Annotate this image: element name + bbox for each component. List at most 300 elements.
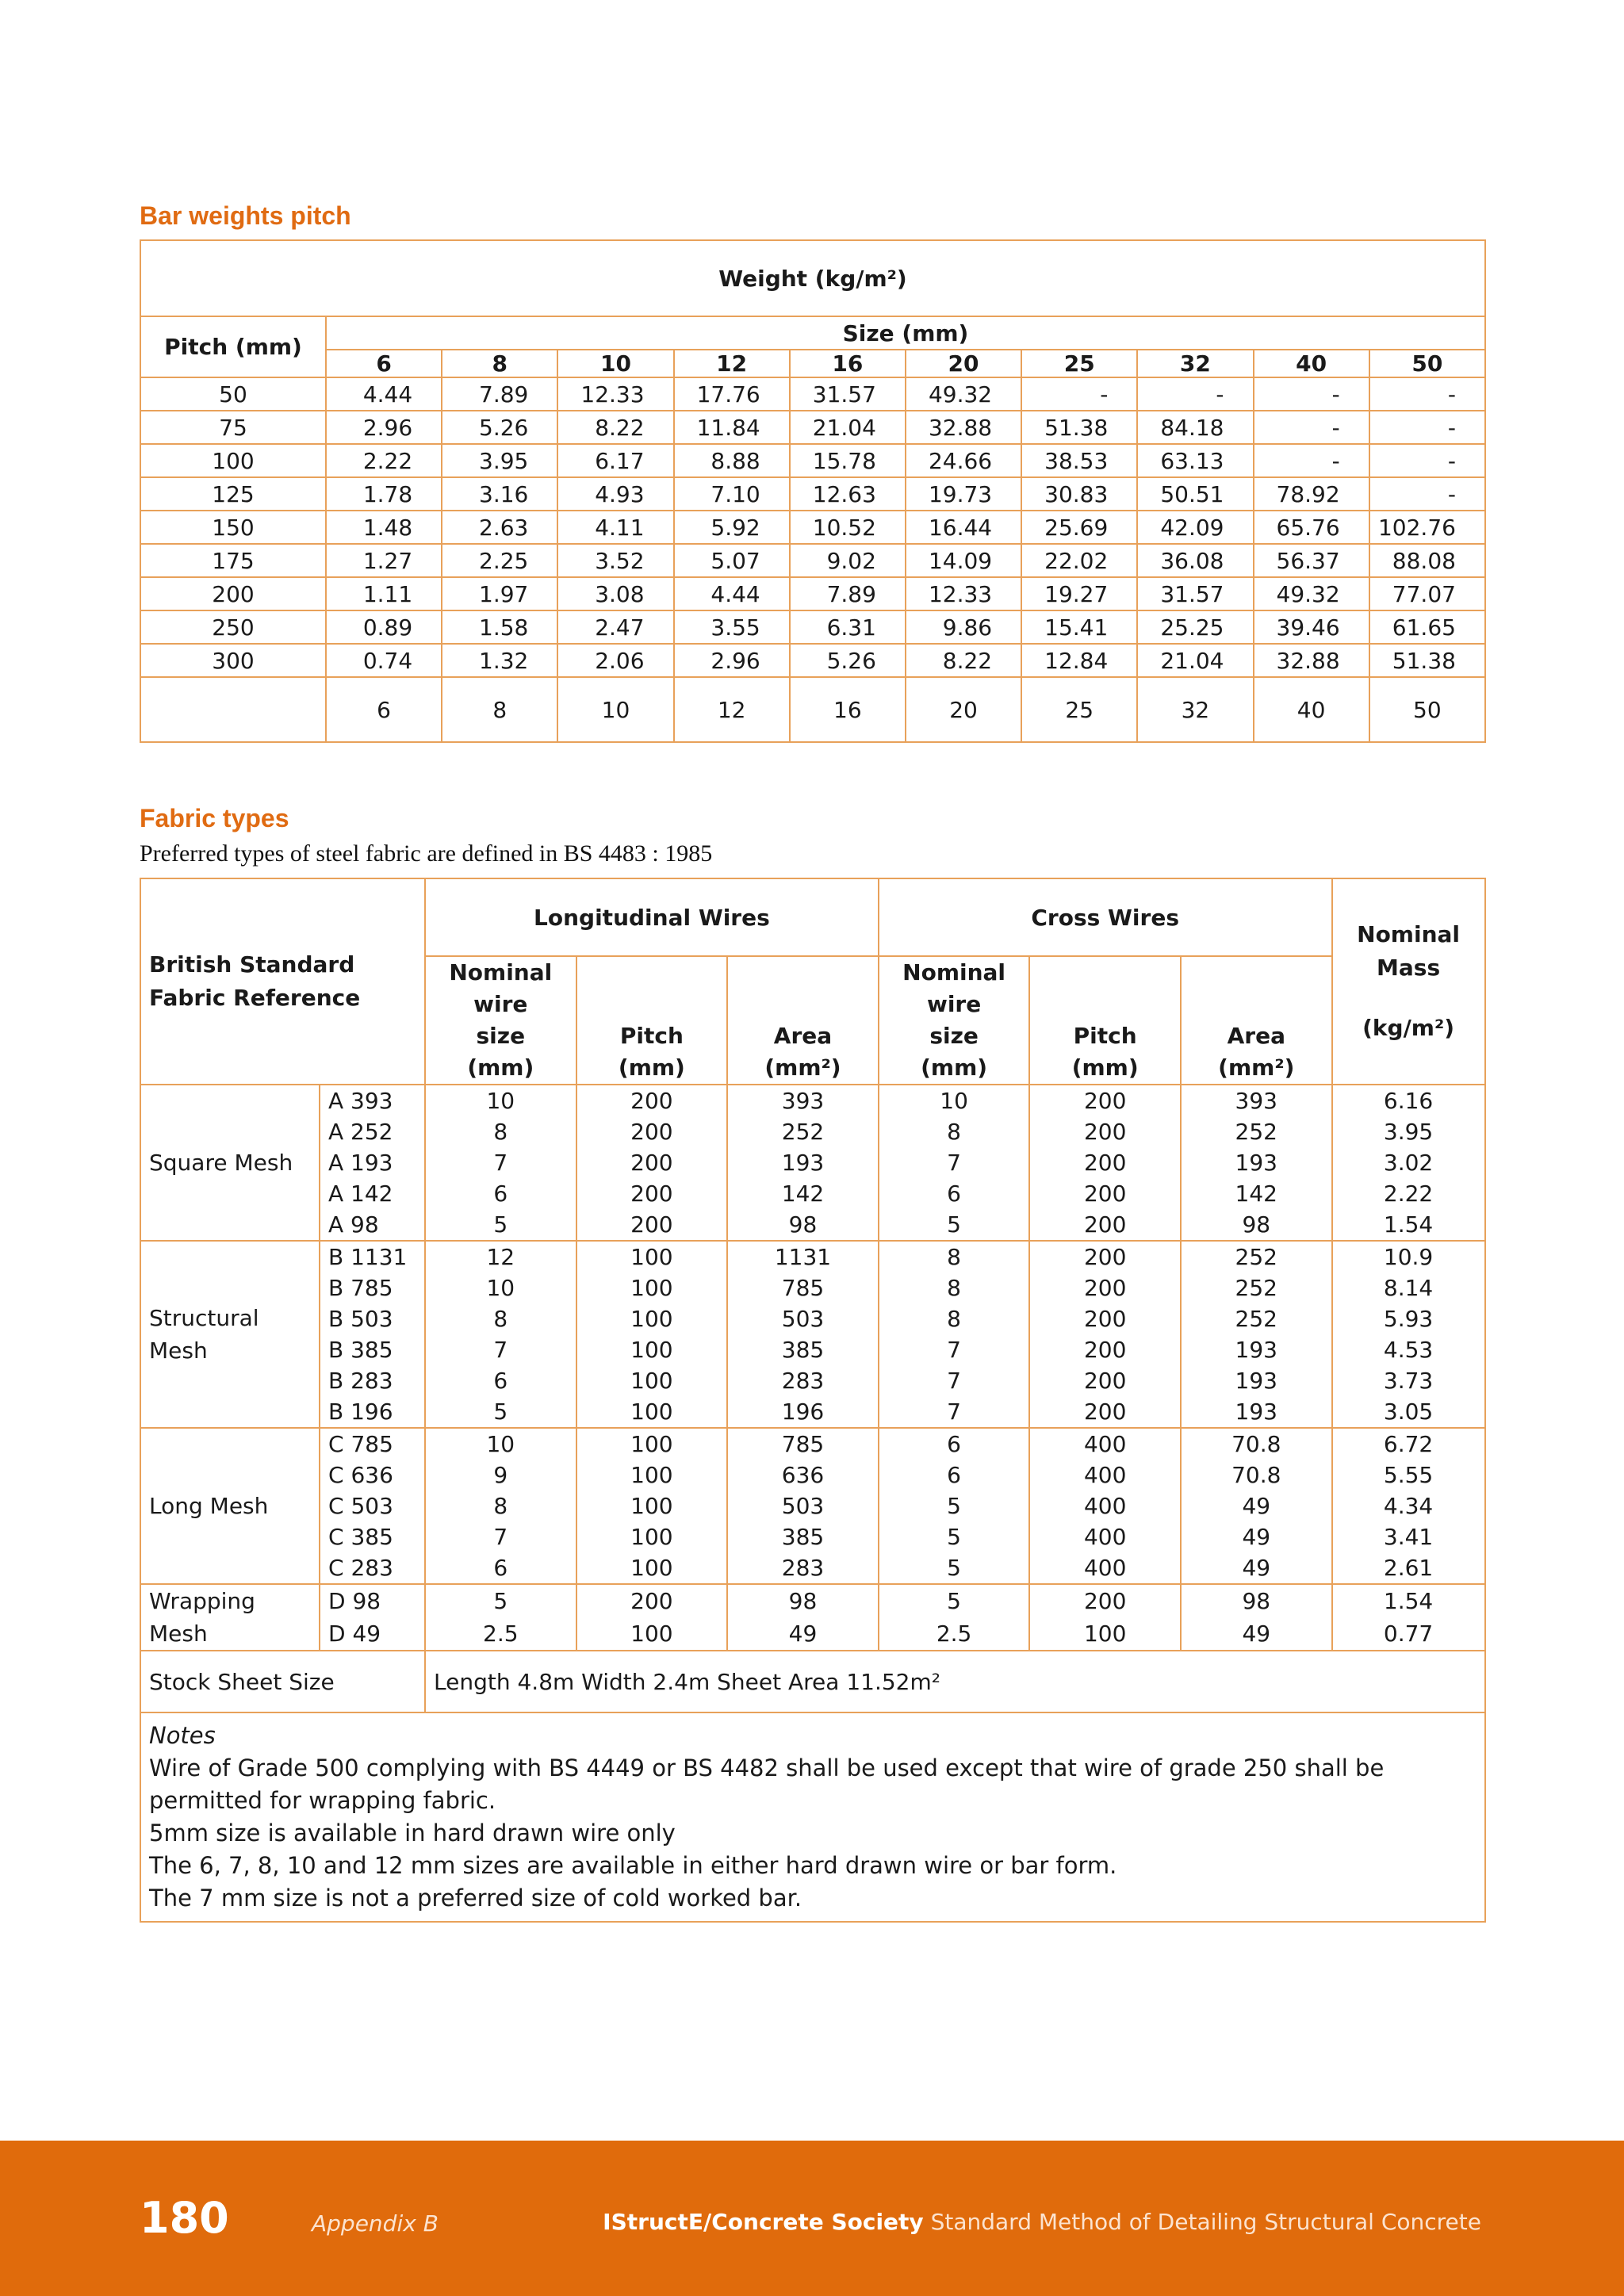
pitch-cell: 175 [140, 544, 326, 577]
table-row [140, 1178, 1485, 1209]
fabric-value-cell: 7 [425, 1147, 576, 1178]
weight-cell: 4.44 [326, 377, 442, 411]
fabric-value-cell: 1.54 [1332, 1584, 1485, 1617]
subheader-unit: (mm) [921, 1054, 988, 1081]
fabric-value-cell: 100 [576, 1365, 728, 1396]
fabric-ref-cell: B 503 [320, 1303, 425, 1334]
weight-cell: 5.26 [442, 411, 557, 444]
weight-cell: 49.32 [906, 377, 1021, 411]
weight-cell: 2.22 [326, 444, 442, 477]
fabric-ref-cell: B 283 [320, 1365, 425, 1396]
fabric-value-cell: 100 [576, 1272, 728, 1303]
fabric-value-cell: 636 [727, 1460, 879, 1490]
subheader-label: Pitch [1073, 1023, 1137, 1049]
fabric-ref-cell: B 385 [320, 1334, 425, 1365]
pitch-cell: 150 [140, 511, 326, 544]
fabric-value-cell: 7 [879, 1334, 1030, 1365]
weight-cell: 19.27 [1021, 577, 1137, 610]
pitch-cell: 50 [140, 377, 326, 411]
table-row [140, 577, 1485, 610]
fabric-value-cell: 200 [1029, 1272, 1181, 1303]
weight-cell: 21.04 [790, 411, 906, 444]
fabric-value-cell: 5 [879, 1521, 1030, 1552]
fabric-ref-cell: C 503 [320, 1490, 425, 1521]
fabric-value-cell: 5 [425, 1209, 576, 1241]
fabric-value-cell: 8.14 [1332, 1272, 1485, 1303]
weight-cell: 31.57 [790, 377, 906, 411]
weight-cell: 8.22 [557, 411, 673, 444]
fabric-value-cell: 8 [879, 1116, 1030, 1147]
fabric-value-cell: 7 [879, 1147, 1030, 1178]
fabric-value-cell: 200 [576, 1209, 728, 1241]
size-col-header: 6 [326, 350, 442, 377]
fabric-ref-cell: A 393 [320, 1085, 425, 1116]
weight-cell: 7.89 [790, 577, 906, 610]
fabric-value-cell: 5.55 [1332, 1460, 1485, 1490]
weight-cell: 12.33 [557, 377, 673, 411]
fabric-value-cell: 1.54 [1332, 1209, 1485, 1241]
fabric-ref-cell: B 196 [320, 1396, 425, 1428]
fabric-value-cell: 193 [1181, 1396, 1332, 1428]
fabric-value-cell: 252 [1181, 1116, 1332, 1147]
weight-cell: 4.93 [557, 477, 673, 511]
subheader-unit: (mm) [1071, 1054, 1139, 1081]
weight-cell: 1.78 [326, 477, 442, 511]
fabric-value-cell: 70.8 [1181, 1428, 1332, 1460]
fabric-value-cell: 400 [1029, 1552, 1181, 1584]
fabric-ref-cell: B 785 [320, 1272, 425, 1303]
fabric-value-cell: 6 [425, 1178, 576, 1209]
weight-cell: 21.04 [1137, 644, 1253, 677]
fabric-value-cell: 4.34 [1332, 1490, 1485, 1521]
fabric-value-cell: 200 [1029, 1085, 1181, 1116]
fabric-value-cell: 6.72 [1332, 1428, 1485, 1460]
weight-cell: 25.25 [1137, 610, 1253, 644]
subheader-label: Nominal wire size [449, 959, 553, 1049]
weight-cell: 32.88 [906, 411, 1021, 444]
nominal-mass-unit: (kg/m²) [1362, 1015, 1455, 1041]
fabric-value-cell: 3.05 [1332, 1396, 1485, 1428]
size-footer-cell: 8 [442, 677, 557, 742]
fabric-value-cell: 10 [425, 1428, 576, 1460]
fabric-value-cell: 193 [1181, 1365, 1332, 1396]
fabric-value-cell: 2.5 [425, 1617, 576, 1651]
fabric-value-cell: 100 [576, 1303, 728, 1334]
weight-cell: - [1369, 377, 1485, 411]
subheader-unit: (mm) [467, 1054, 534, 1081]
subheader-size [879, 956, 1030, 1085]
pitch-header: Pitch (mm) [140, 316, 326, 377]
table-row [140, 1241, 1485, 1272]
fabric-ref-cell: A 193 [320, 1147, 425, 1178]
fabric-value-cell: 1131 [727, 1241, 879, 1272]
weight-cell: 1.48 [326, 511, 442, 544]
subheader-pitch [576, 956, 728, 1085]
note-item: The 7 mm size is not a preferred size of cold worked bar. [149, 1885, 802, 1911]
weight-cell: 50.51 [1137, 477, 1253, 511]
weight-cell: 2.25 [442, 544, 557, 577]
mesh-group-label: Long Mesh [140, 1428, 320, 1584]
weight-cell: 9.86 [906, 610, 1021, 644]
fabric-value-cell: 200 [1029, 1365, 1181, 1396]
fabric-value-cell: 100 [576, 1521, 728, 1552]
fabric-value-cell: 142 [1181, 1178, 1332, 1209]
fabric-value-cell: 8 [425, 1303, 576, 1334]
fabric-value-cell: 200 [576, 1584, 728, 1617]
size-header: Size (mm) [326, 316, 1485, 350]
fabric-value-cell: 10 [879, 1085, 1030, 1116]
cross-wires-header: Cross Wires [879, 878, 1332, 956]
fabric-value-cell: 6 [879, 1460, 1030, 1490]
pitch-cell: 125 [140, 477, 326, 511]
weight-cell: 1.97 [442, 577, 557, 610]
weight-cell: 1.11 [326, 577, 442, 610]
weight-cell: 7.10 [674, 477, 790, 511]
size-footer-cell: 6 [326, 677, 442, 742]
fabric-value-cell: 6 [879, 1178, 1030, 1209]
weight-cell: - [1369, 477, 1485, 511]
nominal-mass-label: Nominal Mass [1357, 921, 1461, 981]
fabric-ref-cell: D 49 [320, 1617, 425, 1651]
fabric-value-cell: 4.53 [1332, 1334, 1485, 1365]
fabric-value-cell: 193 [1181, 1334, 1332, 1365]
fabric-value-cell: 200 [1029, 1209, 1181, 1241]
subheader-unit: (mm²) [764, 1054, 841, 1081]
subheader-label: Pitch [619, 1023, 684, 1049]
fabric-value-cell: 5 [879, 1552, 1030, 1584]
weight-cell: - [1137, 377, 1253, 411]
fabric-value-cell: 200 [1029, 1116, 1181, 1147]
pitch-cell: 75 [140, 411, 326, 444]
weight-cell: 2.06 [557, 644, 673, 677]
fabric-value-cell: 6 [879, 1428, 1030, 1460]
table-row [140, 1334, 1485, 1365]
page-footer [0, 2141, 1624, 2296]
weight-cell: 3.95 [442, 444, 557, 477]
fabric-ref-cell: A 252 [320, 1116, 425, 1147]
fabric-value-cell: 70.8 [1181, 1460, 1332, 1490]
weight-cell: - [1369, 411, 1485, 444]
weight-cell: 5.07 [674, 544, 790, 577]
size-footer-cell: 40 [1254, 677, 1369, 742]
weight-cell: - [1254, 444, 1369, 477]
page-number: 180 [140, 2193, 229, 2243]
table-row [140, 1521, 1485, 1552]
weight-cell: 77.07 [1369, 577, 1485, 610]
footer-publisher: IStructE/Concrete Society [603, 2209, 924, 2235]
fabric-value-cell: 283 [727, 1365, 879, 1396]
table-row [140, 1552, 1485, 1584]
fabric-value-cell: 8 [879, 1303, 1030, 1334]
fabric-value-cell: 400 [1029, 1428, 1181, 1460]
weight-cell: 1.32 [442, 644, 557, 677]
weight-cell: 3.55 [674, 610, 790, 644]
weight-cell: 4.11 [557, 511, 673, 544]
weight-cell: 2.96 [674, 644, 790, 677]
weight-cell: 65.76 [1254, 511, 1369, 544]
fabric-value-cell: 142 [727, 1178, 879, 1209]
weight-cell: 88.08 [1369, 544, 1485, 577]
weight-cell: 14.09 [906, 544, 1021, 577]
fabric-value-cell: 393 [1181, 1085, 1332, 1116]
pitch-cell: 250 [140, 610, 326, 644]
fabric-value-cell: 8 [425, 1116, 576, 1147]
fabric-value-cell: 10 [425, 1272, 576, 1303]
table-row [140, 1490, 1485, 1521]
weight-cell: 9.02 [790, 544, 906, 577]
fabric-value-cell: 2.22 [1332, 1178, 1485, 1209]
fabric-value-cell: 49 [727, 1617, 879, 1651]
weight-cell: 63.13 [1137, 444, 1253, 477]
size-col-header: 25 [1021, 350, 1137, 377]
note-item: Wire of Grade 500 complying with BS 4449 or BS 4482 shall be used except that wire of grade 250 shall be permitted for wrapping fabric. [149, 1755, 1385, 1814]
fabric-value-cell: 5.93 [1332, 1303, 1485, 1334]
fabric-types-title: Fabric types [140, 804, 289, 832]
note-item: The 6, 7, 8, 10 and 12 mm sizes are available in either hard drawn wire or bar form. [149, 1852, 1117, 1879]
fabric-value-cell: 200 [1029, 1396, 1181, 1428]
table-row [140, 610, 1485, 644]
size-col-header: 12 [674, 350, 790, 377]
fabric-value-cell: 100 [576, 1334, 728, 1365]
weight-cell: 2.63 [442, 511, 557, 544]
pitch-cell: 100 [140, 444, 326, 477]
fabric-value-cell: 7 [425, 1334, 576, 1365]
stock-sheet-value: Length 4.8m Width 2.4m Sheet Area 11.52m² [425, 1651, 1485, 1712]
fabric-value-cell: 8 [879, 1272, 1030, 1303]
fabric-value-cell: 503 [727, 1303, 879, 1334]
table-row [140, 544, 1485, 577]
pitch-cell: 300 [140, 644, 326, 677]
fabric-value-cell: 6 [425, 1365, 576, 1396]
fabric-value-cell: 6.16 [1332, 1085, 1485, 1116]
size-footer-cell: 32 [1137, 677, 1253, 742]
size-col-header: 50 [1369, 350, 1485, 377]
fabric-ref-cell: C 636 [320, 1460, 425, 1490]
mesh-group-label: Structural Mesh [140, 1241, 320, 1428]
weight-cell: 16.44 [906, 511, 1021, 544]
fabric-value-cell: 5 [425, 1584, 576, 1617]
weight-cell: - [1369, 444, 1485, 477]
subheader-unit: (mm) [618, 1054, 685, 1081]
size-footer-cell: 50 [1369, 677, 1485, 742]
fabric-value-cell: 100 [576, 1241, 728, 1272]
fabric-value-cell: 100 [576, 1428, 728, 1460]
fabric-value-cell: 0.77 [1332, 1617, 1485, 1651]
weight-cell: 12.33 [906, 577, 1021, 610]
weight-cell: 0.74 [326, 644, 442, 677]
weight-cell: 102.76 [1369, 511, 1485, 544]
subheader-area [1181, 956, 1332, 1085]
size-footer-cell: 12 [674, 677, 790, 742]
weight-cell: 19.73 [906, 477, 1021, 511]
table-row [140, 1303, 1485, 1334]
footer-book-title: Standard Method of Detailing Structural Concrete [930, 2209, 1481, 2235]
fabric-value-cell: 7 [879, 1365, 1030, 1396]
fabric-value-cell: 200 [1029, 1241, 1181, 1272]
fabric-value-cell: 200 [576, 1085, 728, 1116]
fabric-value-cell: 10.9 [1332, 1241, 1485, 1272]
table-row [140, 1272, 1485, 1303]
nominal-mass-header [1332, 878, 1485, 1085]
weight-cell: 4.44 [674, 577, 790, 610]
weight-cell: 32.88 [1254, 644, 1369, 677]
fabric-value-cell: 193 [1181, 1147, 1332, 1178]
fabric-value-cell: 393 [727, 1085, 879, 1116]
table-row [140, 1147, 1485, 1178]
subheader-area [727, 956, 879, 1085]
longitudinal-wires-header: Longitudinal Wires [425, 878, 879, 956]
weight-cell: 11.84 [674, 411, 790, 444]
table-row [140, 1085, 1485, 1116]
fabric-value-cell: 200 [576, 1147, 728, 1178]
weight-cell: 5.92 [674, 511, 790, 544]
table-row [140, 1365, 1485, 1396]
weight-cell: 84.18 [1137, 411, 1253, 444]
notes-title: Notes [149, 1722, 216, 1749]
weight-cell: 56.37 [1254, 544, 1369, 577]
size-col-header: 10 [557, 350, 673, 377]
table-row [140, 644, 1485, 677]
fabric-ref-cell: C 385 [320, 1521, 425, 1552]
weight-cell: 8.88 [674, 444, 790, 477]
bar-weights-title: Bar weights pitch [140, 201, 351, 230]
pitch-cell: 200 [140, 577, 326, 610]
fabric-value-cell: 400 [1029, 1490, 1181, 1521]
size-footer-cell: 20 [906, 677, 1021, 742]
fabric-value-cell: 503 [727, 1490, 879, 1521]
weight-cell: 36.08 [1137, 544, 1253, 577]
fabric-ref-cell: A 142 [320, 1178, 425, 1209]
weight-cell: 1.58 [442, 610, 557, 644]
fabric-value-cell: 7 [425, 1521, 576, 1552]
fabric-value-cell: 9 [425, 1460, 576, 1490]
fabric-value-cell: 5 [879, 1490, 1030, 1521]
weight-cell: 12.63 [790, 477, 906, 511]
size-footer-cell: 10 [557, 677, 673, 742]
fabric-value-cell: 400 [1029, 1460, 1181, 1490]
weight-cell: 7.89 [442, 377, 557, 411]
size-footer-cell: 25 [1021, 677, 1137, 742]
fabric-value-cell: 5 [879, 1209, 1030, 1241]
weight-cell: 31.57 [1137, 577, 1253, 610]
fabric-value-cell: 49 [1181, 1521, 1332, 1552]
table-row [140, 1617, 1485, 1651]
weight-cell: 42.09 [1137, 511, 1253, 544]
footer-blank-cell [140, 677, 326, 742]
table-row [140, 377, 1485, 411]
fabric-value-cell: 100 [576, 1617, 728, 1651]
weight-cell: 12.84 [1021, 644, 1137, 677]
fabric-value-cell: 49 [1181, 1552, 1332, 1584]
subheader-label: Area [773, 1023, 833, 1049]
weight-cell: 24.66 [906, 444, 1021, 477]
weight-cell: 10.52 [790, 511, 906, 544]
fabric-value-cell: 196 [727, 1396, 879, 1428]
fabric-value-cell: 385 [727, 1334, 879, 1365]
weight-cell: - [1254, 411, 1369, 444]
fabric-value-cell: 100 [1029, 1617, 1181, 1651]
weight-cell: 3.16 [442, 477, 557, 511]
size-col-header: 40 [1254, 350, 1369, 377]
fabric-value-cell: 8 [879, 1241, 1030, 1272]
fabric-value-cell: 49 [1181, 1490, 1332, 1521]
weight-cell: 8.22 [906, 644, 1021, 677]
fabric-value-cell: 2.61 [1332, 1552, 1485, 1584]
fabric-value-cell: 200 [576, 1116, 728, 1147]
table-row [140, 1584, 1485, 1617]
fabric-value-cell: 200 [1029, 1334, 1181, 1365]
weight-cell: 51.38 [1369, 644, 1485, 677]
fabric-value-cell: 6 [425, 1552, 576, 1584]
table-row [140, 444, 1485, 477]
table-row [140, 1209, 1485, 1241]
weight-cell: - [1254, 377, 1369, 411]
fabric-value-cell: 252 [1181, 1303, 1332, 1334]
note-item: 5mm size is available in hard drawn wire only [149, 1820, 676, 1846]
size-col-header: 32 [1137, 350, 1253, 377]
fabric-value-cell: 785 [727, 1272, 879, 1303]
fabric-value-cell: 98 [1181, 1584, 1332, 1617]
table-row [140, 511, 1485, 544]
weight-cell: 3.52 [557, 544, 673, 577]
size-col-header: 16 [790, 350, 906, 377]
fabric-value-cell: 98 [1181, 1209, 1332, 1241]
table-row [140, 1116, 1485, 1147]
footer-section: Appendix B [312, 2210, 439, 2237]
fabric-value-cell: 100 [576, 1490, 728, 1521]
weight-cell: 15.41 [1021, 610, 1137, 644]
weight-cell: 6.17 [557, 444, 673, 477]
table-row [140, 1396, 1485, 1428]
weight-cell: 5.26 [790, 644, 906, 677]
fabric-value-cell: 200 [1029, 1303, 1181, 1334]
fabric-value-cell: 5 [879, 1584, 1030, 1617]
weight-cell: 22.02 [1021, 544, 1137, 577]
weight-cell: 0.89 [326, 610, 442, 644]
fabric-intro: Preferred types of steel fabric are defined in BS 4483 : 1985 [140, 840, 713, 867]
fabric-value-cell: 252 [1181, 1272, 1332, 1303]
fabric-ref-cell: D 98 [320, 1584, 425, 1617]
fabric-ref-header: British Standard Fabric Reference [140, 878, 425, 1085]
fabric-value-cell: 200 [1029, 1584, 1181, 1617]
weight-cell: 49.32 [1254, 577, 1369, 610]
fabric-value-cell: 200 [1029, 1147, 1181, 1178]
fabric-value-cell: 49 [1181, 1617, 1332, 1651]
fabric-ref-cell: C 283 [320, 1552, 425, 1584]
fabric-value-cell: 98 [727, 1584, 879, 1617]
fabric-ref-cell: A 98 [320, 1209, 425, 1241]
fabric-value-cell: 193 [727, 1147, 879, 1178]
fabric-value-cell: 3.02 [1332, 1147, 1485, 1178]
fabric-value-cell: 283 [727, 1552, 879, 1584]
fabric-value-cell: 2.5 [879, 1617, 1030, 1651]
size-footer-cell: 16 [790, 677, 906, 742]
subheader-size [425, 956, 576, 1085]
table-row [140, 1428, 1485, 1460]
weight-cell: 61.65 [1369, 610, 1485, 644]
weight-cell: 2.47 [557, 610, 673, 644]
fabric-value-cell: 385 [727, 1521, 879, 1552]
weight-cell: 38.53 [1021, 444, 1137, 477]
bar-weights-table [140, 239, 1486, 743]
table-row [140, 411, 1485, 444]
fabric-value-cell: 100 [576, 1552, 728, 1584]
weight-cell: 1.27 [326, 544, 442, 577]
subheader-pitch [1029, 956, 1181, 1085]
fabric-ref-cell: C 785 [320, 1428, 425, 1460]
weight-cell: 17.76 [674, 377, 790, 411]
mesh-group-label: Square Mesh [140, 1085, 320, 1241]
